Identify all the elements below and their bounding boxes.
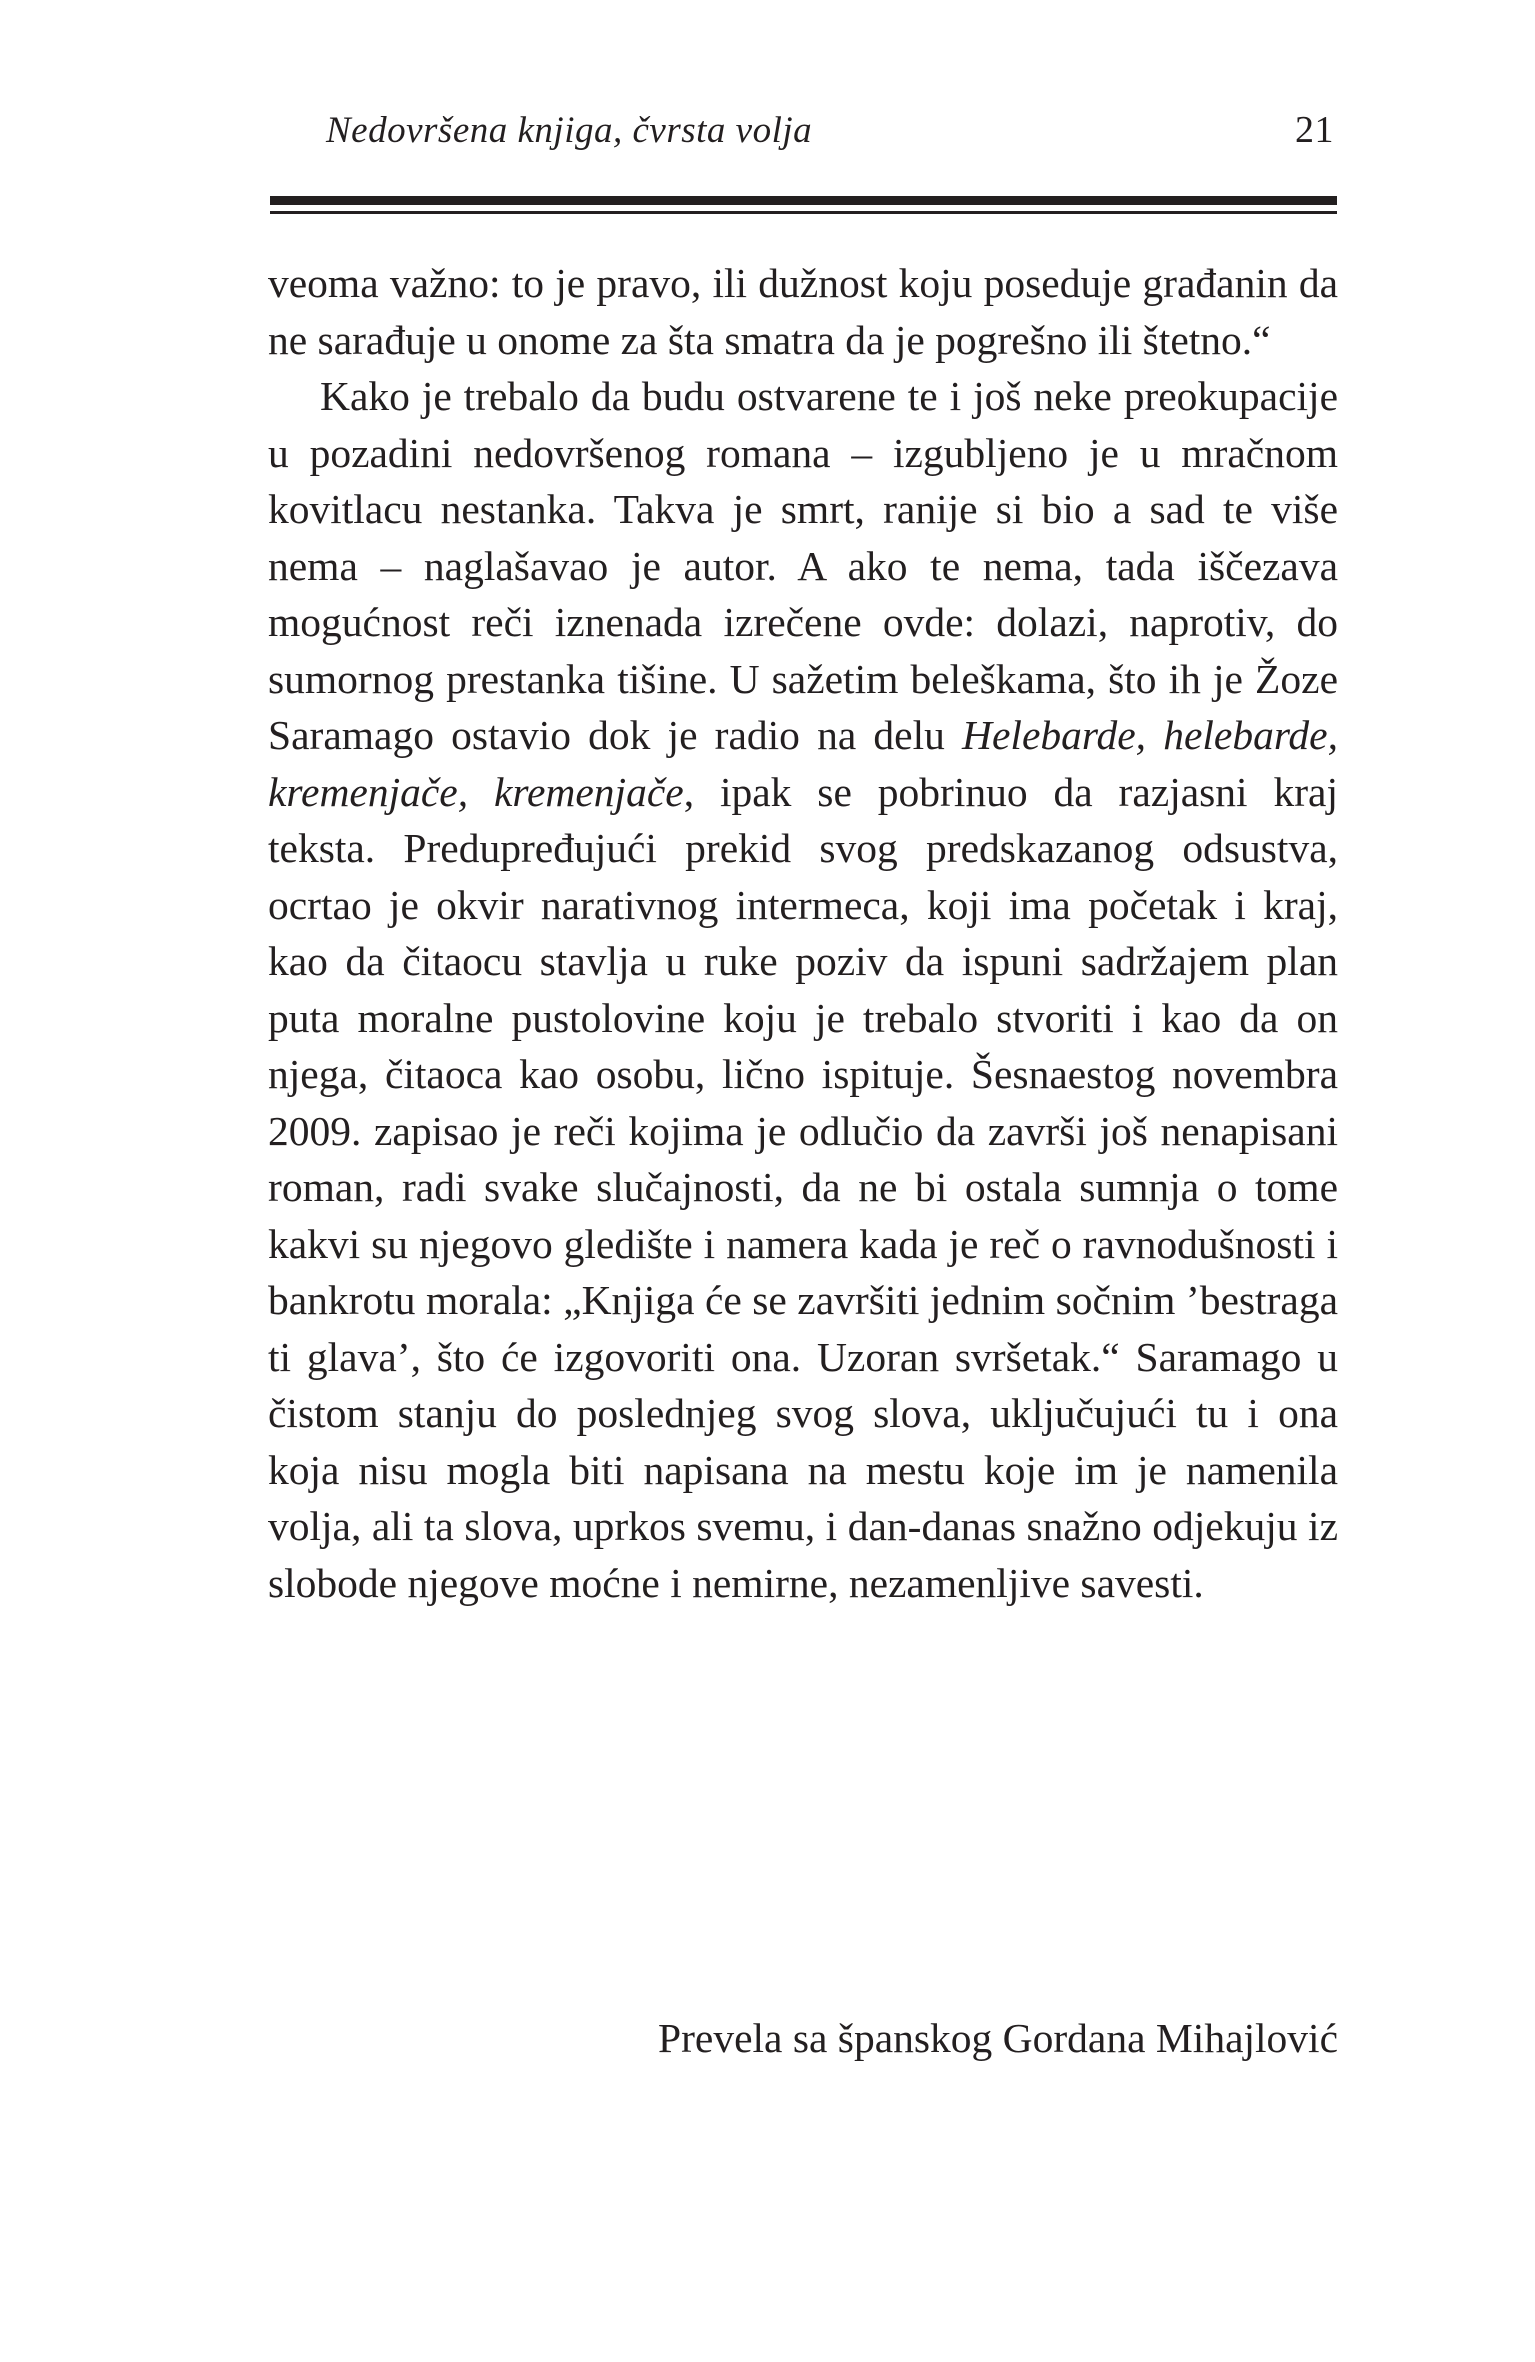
book-title-italic: Helebarde, helebarde, kremenjače, kremenjače — [268, 712, 1338, 815]
translator-credit-text: Prevela sa španskog Gordana Mihajlović — [658, 2015, 1338, 2061]
page-number: 21 — [1295, 109, 1334, 151]
paragraph-2-text-before-title: Kako je trebalo da budu ostvarene te i još neke preokupacije u pozadini nedovršenog romana – izgubljeno je u mračnom kovitlacu nestanka. Takva je smrt, ranije si bio a sad te više nema – naglašavao je autor. A ako te nema, tada iščezava mogućnost reči iznenada izrečene ovde: dolazi, naprotiv, do sumornog prestanka tišine. U sažetim beleškama, što ih je Žoze Saramago ostavio dok je radio na delu — [268, 373, 1338, 758]
paragraph-2 — [268, 368, 1338, 1611]
header-double-rule — [270, 196, 1337, 214]
paragraph-1: veoma važno: to je pravo, ili dužnost koju poseduje građanin da ne sarađuje u onome za šta smatra da je pogrešno ili štetno.“ — [268, 260, 1338, 363]
rule-thin — [270, 211, 1337, 214]
translator-credit — [268, 2010, 1338, 2067]
paragraph-2-text-after-title: , ipak se pobrinuo da razjasni kraj teksta. Predupređujući prekid svog predskazanog odsustva, ocrtao je okvir narativnog intermeca, koji ima početak i kraj, kao da čitaocu stavlja u ruke poziv da ispuni sadržajem plan puta moralne pustolovine koju je trebalo stvoriti i kao da on njega, čitaoca kao osobu, lično ispituje. Šesnaestog novembra 2009. zapisao je reči kojima je odlučio da završi još nenapisani roman, radi svake slučajnosti, da ne bi ostala sumnja o tome kakvi su njegovo gledište i namera kada je reč o ravnodušnosti i bankrotu morala: „Knjiga će se završiti jednim sočnim ’bestraga ti glava’, što će izgovoriti ona. Uzoran svršetak.“ Saramago u čistom stanju do poslednjeg svog slova, uključujući tu i ona koja nisu mogla biti napisana na mestu koje im je namenila volja, ali ta slova, uprkos svemu, i dan-danas snažno odjekuju iz slobode njegove moćne i nemirne, nezamenljive savesti. — [268, 768, 1338, 1606]
rule-thick — [270, 196, 1337, 205]
running-head — [268, 108, 1338, 152]
running-head-title: Nedovršena knjiga, čvrsta volja — [326, 110, 813, 151]
body-text-block — [268, 255, 1338, 1611]
